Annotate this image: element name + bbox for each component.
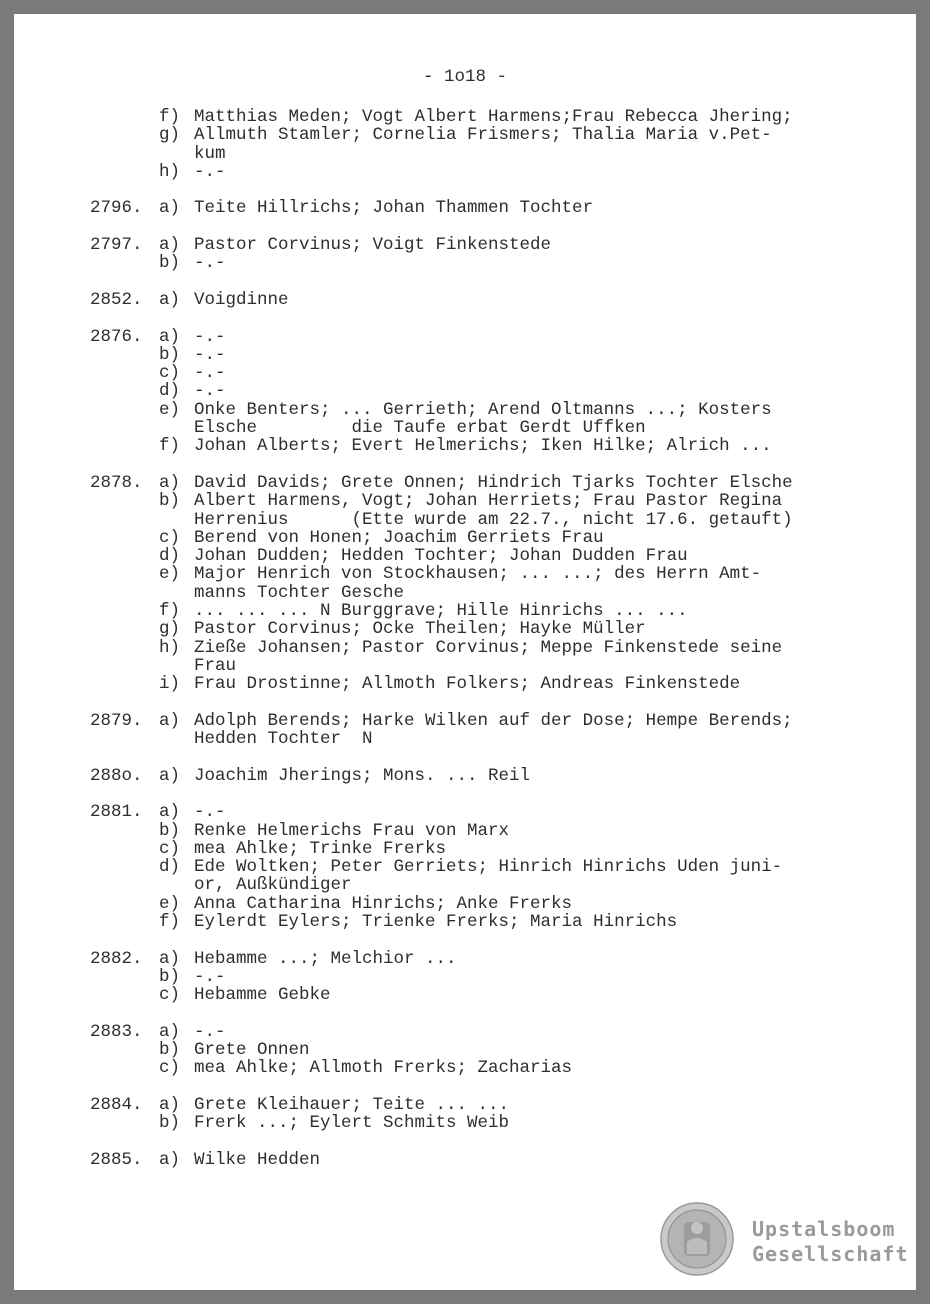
- entry-sub-label: e): [159, 564, 181, 585]
- entry-text: Zieße Johansen; Pastor Corvinus; Meppe Finkenstede seine: [194, 637, 783, 658]
- society-name-line1: Upstalsboom: [752, 1217, 896, 1241]
- entry-block: [0, 712, 930, 749]
- entry-line: [0, 730, 930, 748]
- entry-line: [0, 199, 930, 217]
- entry-block: [0, 1096, 930, 1133]
- entry-block: [0, 236, 930, 273]
- entry-sub-label: c): [159, 838, 181, 859]
- entry-list: [0, 108, 930, 1188]
- entry-line: [0, 913, 930, 931]
- entry-sub-label: a): [159, 198, 181, 219]
- entry-line: [0, 657, 930, 675]
- entry-line: [0, 547, 930, 565]
- entry-sub-label: i): [159, 674, 181, 695]
- entry-text: Major Henrich von Stockhausen; ... ...; des Herrn Amt-: [194, 564, 762, 585]
- entry-number: 2881.: [90, 802, 143, 823]
- entry-text: Herrenius (Ette wurde am 22.7., nicht 17.6. getauft): [194, 509, 793, 530]
- entry-line: [0, 895, 930, 913]
- entry-sub-label: a): [159, 289, 181, 310]
- entry-text: Adolph Berends; Harke Wilken auf der Dose; Hempe Berends;: [194, 710, 793, 731]
- entry-block: [0, 328, 930, 456]
- entry-sub-label: b): [159, 491, 181, 512]
- entry-text: Renke Helmerichs Frau von Marx: [194, 820, 510, 841]
- entry-text: Allmuth Stamler; Cornelia Frismers; Thalia Maria v.Pet-: [194, 125, 772, 146]
- entry-text: -.-: [194, 802, 226, 823]
- entry-line: [0, 1059, 930, 1077]
- entry-sub-label: a): [159, 1149, 181, 1170]
- entry-block: [0, 1023, 930, 1078]
- entry-text: Grete Kleihauer; Teite ... ...: [194, 1095, 510, 1116]
- entry-line: [0, 492, 930, 510]
- entry-sub-label: b): [159, 1040, 181, 1061]
- entry-line: [0, 126, 930, 144]
- entry-line: [0, 364, 930, 382]
- entry-text: -.-: [194, 253, 226, 274]
- entry-number: 2797.: [90, 235, 143, 256]
- entry-number: 2796.: [90, 198, 143, 219]
- entry-text: Teite Hillrichs; Johan Thammen Tochter: [194, 198, 594, 219]
- entry-line: [0, 511, 930, 529]
- entry-sub-label: b): [159, 253, 181, 274]
- entry-line: [0, 474, 930, 492]
- entry-block: [0, 1151, 930, 1169]
- entry-line: [0, 529, 930, 547]
- entry-sub-label: e): [159, 399, 181, 420]
- entry-sub-label: a): [159, 765, 181, 786]
- entry-number: 2884.: [90, 1095, 143, 1116]
- entry-text: -.-: [194, 381, 226, 402]
- entry-sub-label: b): [159, 820, 181, 841]
- entry-text: Johan Dudden; Hedden Tochter; Johan Dudden Frau: [194, 546, 688, 567]
- entry-line: [0, 712, 930, 730]
- page-number: - 1o18 -: [422, 67, 507, 87]
- entry-sub-label: a): [159, 802, 181, 823]
- entry-sub-label: c): [159, 985, 181, 1006]
- entry-text: mea Ahlke; Trinke Frerks: [194, 838, 447, 859]
- entry-sub-label: a): [159, 472, 181, 493]
- entry-sub-label: d): [159, 381, 181, 402]
- entry-text: Frau: [194, 655, 237, 676]
- entry-text: Hedden Tochter N: [194, 729, 373, 750]
- entry-sub-label: d): [159, 857, 181, 878]
- entry-text: Pastor Corvinus; Ocke Theilen; Hayke Müller: [194, 619, 646, 640]
- entry-line: [0, 858, 930, 876]
- entry-line: [0, 401, 930, 419]
- entry-text: Voigdinne: [194, 289, 289, 310]
- entry-sub-label: f): [159, 107, 181, 127]
- entry-text: Joachim Jherings; Mons. ... Reil: [194, 765, 531, 786]
- entry-text: -.-: [194, 344, 226, 365]
- entry-text: Matthias Meden; Vogt Albert Harmens;Frau Rebecca Jhering;: [194, 107, 793, 127]
- entry-text: David Davids; Grete Onnen; Hindrich Tjarks Tochter Elsche: [194, 472, 793, 493]
- entry-sub-label: a): [159, 235, 181, 256]
- entry-sub-label: h): [159, 637, 181, 658]
- entry-sub-label: c): [159, 363, 181, 384]
- entry-sub-label: f): [159, 912, 181, 933]
- entry-line: [0, 1023, 930, 1041]
- entry-sub-label: c): [159, 1058, 181, 1079]
- entry-sub-label: a): [159, 1095, 181, 1116]
- entry-number: 2852.: [90, 289, 143, 310]
- entry-text: manns Tochter Gesche: [194, 582, 405, 603]
- entry-line: [0, 968, 930, 986]
- entry-text: Hebamme ...; Melchior ...: [194, 948, 457, 969]
- entry-text: -.-: [194, 326, 226, 347]
- entry-sub-label: a): [159, 1021, 181, 1042]
- entry-number: 2885.: [90, 1149, 143, 1170]
- entry-line: [0, 382, 930, 400]
- entry-text: -.-: [194, 966, 226, 987]
- entry-text: mea Ahlke; Allmoth Frerks; Zacharias: [194, 1058, 573, 1079]
- entry-line: [0, 840, 930, 858]
- entry-line: [0, 565, 930, 583]
- entry-text: ... ... ... N Burggrave; Hille Hinrichs ... ...: [194, 601, 688, 622]
- entry-line: [0, 876, 930, 894]
- entry-line: [0, 639, 930, 657]
- entry-line: [0, 950, 930, 968]
- seal-icon: [660, 1202, 734, 1276]
- entry-line: [0, 419, 930, 437]
- entry-text: Albert Harmens, Vogt; Johan Herriets; Frau Pastor Regina: [194, 491, 783, 512]
- entry-sub-label: b): [159, 344, 181, 365]
- entry-line: [0, 602, 930, 620]
- entry-text: Frerk ...; Eylert Schmits Weib: [194, 1113, 510, 1134]
- entry-line: [0, 1096, 930, 1114]
- entry-text: Eylerdt Eylers; Trienke Frerks; Maria Hinrichs: [194, 912, 678, 933]
- entry-line: [0, 346, 930, 364]
- entry-sub-label: h): [159, 161, 181, 182]
- entry-sub-label: c): [159, 527, 181, 548]
- entry-text: or, Außkündiger: [194, 875, 352, 896]
- entry-sub-label: b): [159, 966, 181, 987]
- entry-sub-label: f): [159, 436, 181, 457]
- entry-line: [0, 767, 930, 785]
- entry-block: [0, 199, 930, 217]
- entry-line: [0, 291, 930, 309]
- entry-line: [0, 1114, 930, 1132]
- entry-text: -.-: [194, 1021, 226, 1042]
- entry-text: Johan Alberts; Evert Helmerichs; Iken Hilke; Alrich ...: [194, 436, 772, 457]
- entry-line: [0, 437, 930, 455]
- entry-sub-label: b): [159, 1113, 181, 1134]
- entry-sub-label: a): [159, 948, 181, 969]
- entry-line: [0, 584, 930, 602]
- entry-line: [0, 803, 930, 821]
- entry-text: Grete Onnen: [194, 1040, 310, 1061]
- entry-line: [0, 1041, 930, 1059]
- entry-block: [0, 108, 930, 181]
- entry-text: Onke Benters; ... Gerrieth; Arend Oltmanns ...; Kosters: [194, 399, 772, 420]
- entry-number: 2882.: [90, 948, 143, 969]
- entry-text: -.-: [194, 363, 226, 384]
- entry-line: [0, 236, 930, 254]
- entry-text: Hebamme Gebke: [194, 985, 331, 1006]
- entry-text: Frau Drostinne; Allmoth Folkers; Andreas Finkenstede: [194, 674, 741, 695]
- entry-text: Wilke Hedden: [194, 1149, 321, 1170]
- entry-sub-label: g): [159, 125, 181, 146]
- entry-block: [0, 950, 930, 1005]
- entry-number: 288o.: [90, 765, 143, 786]
- entry-text: Ede Woltken; Peter Gerriets; Hinrich Hinrichs Uden juni-: [194, 857, 783, 878]
- entry-number: 2878.: [90, 472, 143, 493]
- entry-block: [0, 803, 930, 931]
- entry-text: Pastor Corvinus; Voigt Finkenstede: [194, 235, 552, 256]
- entry-text: Anna Catharina Hinrichs; Anke Frerks: [194, 893, 573, 914]
- society-name: [752, 1217, 909, 1267]
- entry-number: 2876.: [90, 326, 143, 347]
- entry-line: [0, 986, 930, 1004]
- entry-number: 2883.: [90, 1021, 143, 1042]
- entry-sub-label: f): [159, 601, 181, 622]
- entry-text: Berend von Honen; Joachim Gerriets Frau: [194, 527, 604, 548]
- entry-line: [0, 145, 930, 163]
- entry-line: [0, 620, 930, 638]
- entry-line: [0, 328, 930, 346]
- society-name-line2: Gesellschaft: [752, 1242, 909, 1266]
- entry-sub-label: a): [159, 326, 181, 347]
- entry-line: [0, 675, 930, 693]
- entry-block: [0, 291, 930, 309]
- entry-sub-label: d): [159, 546, 181, 567]
- entry-line: [0, 163, 930, 181]
- entry-text: -.-: [194, 161, 226, 182]
- entry-number: 2879.: [90, 710, 143, 731]
- entry-line: [0, 108, 930, 126]
- entry-text: Elsche die Taufe erbat Gerdt Uffken: [194, 418, 646, 439]
- entry-block: [0, 474, 930, 694]
- entry-sub-label: a): [159, 710, 181, 731]
- entry-line: [0, 822, 930, 840]
- entry-block: [0, 767, 930, 785]
- entry-text: kum: [194, 143, 226, 164]
- entry-line: [0, 1151, 930, 1169]
- entry-sub-label: g): [159, 619, 181, 640]
- entry-sub-label: e): [159, 893, 181, 914]
- entry-line: [0, 254, 930, 272]
